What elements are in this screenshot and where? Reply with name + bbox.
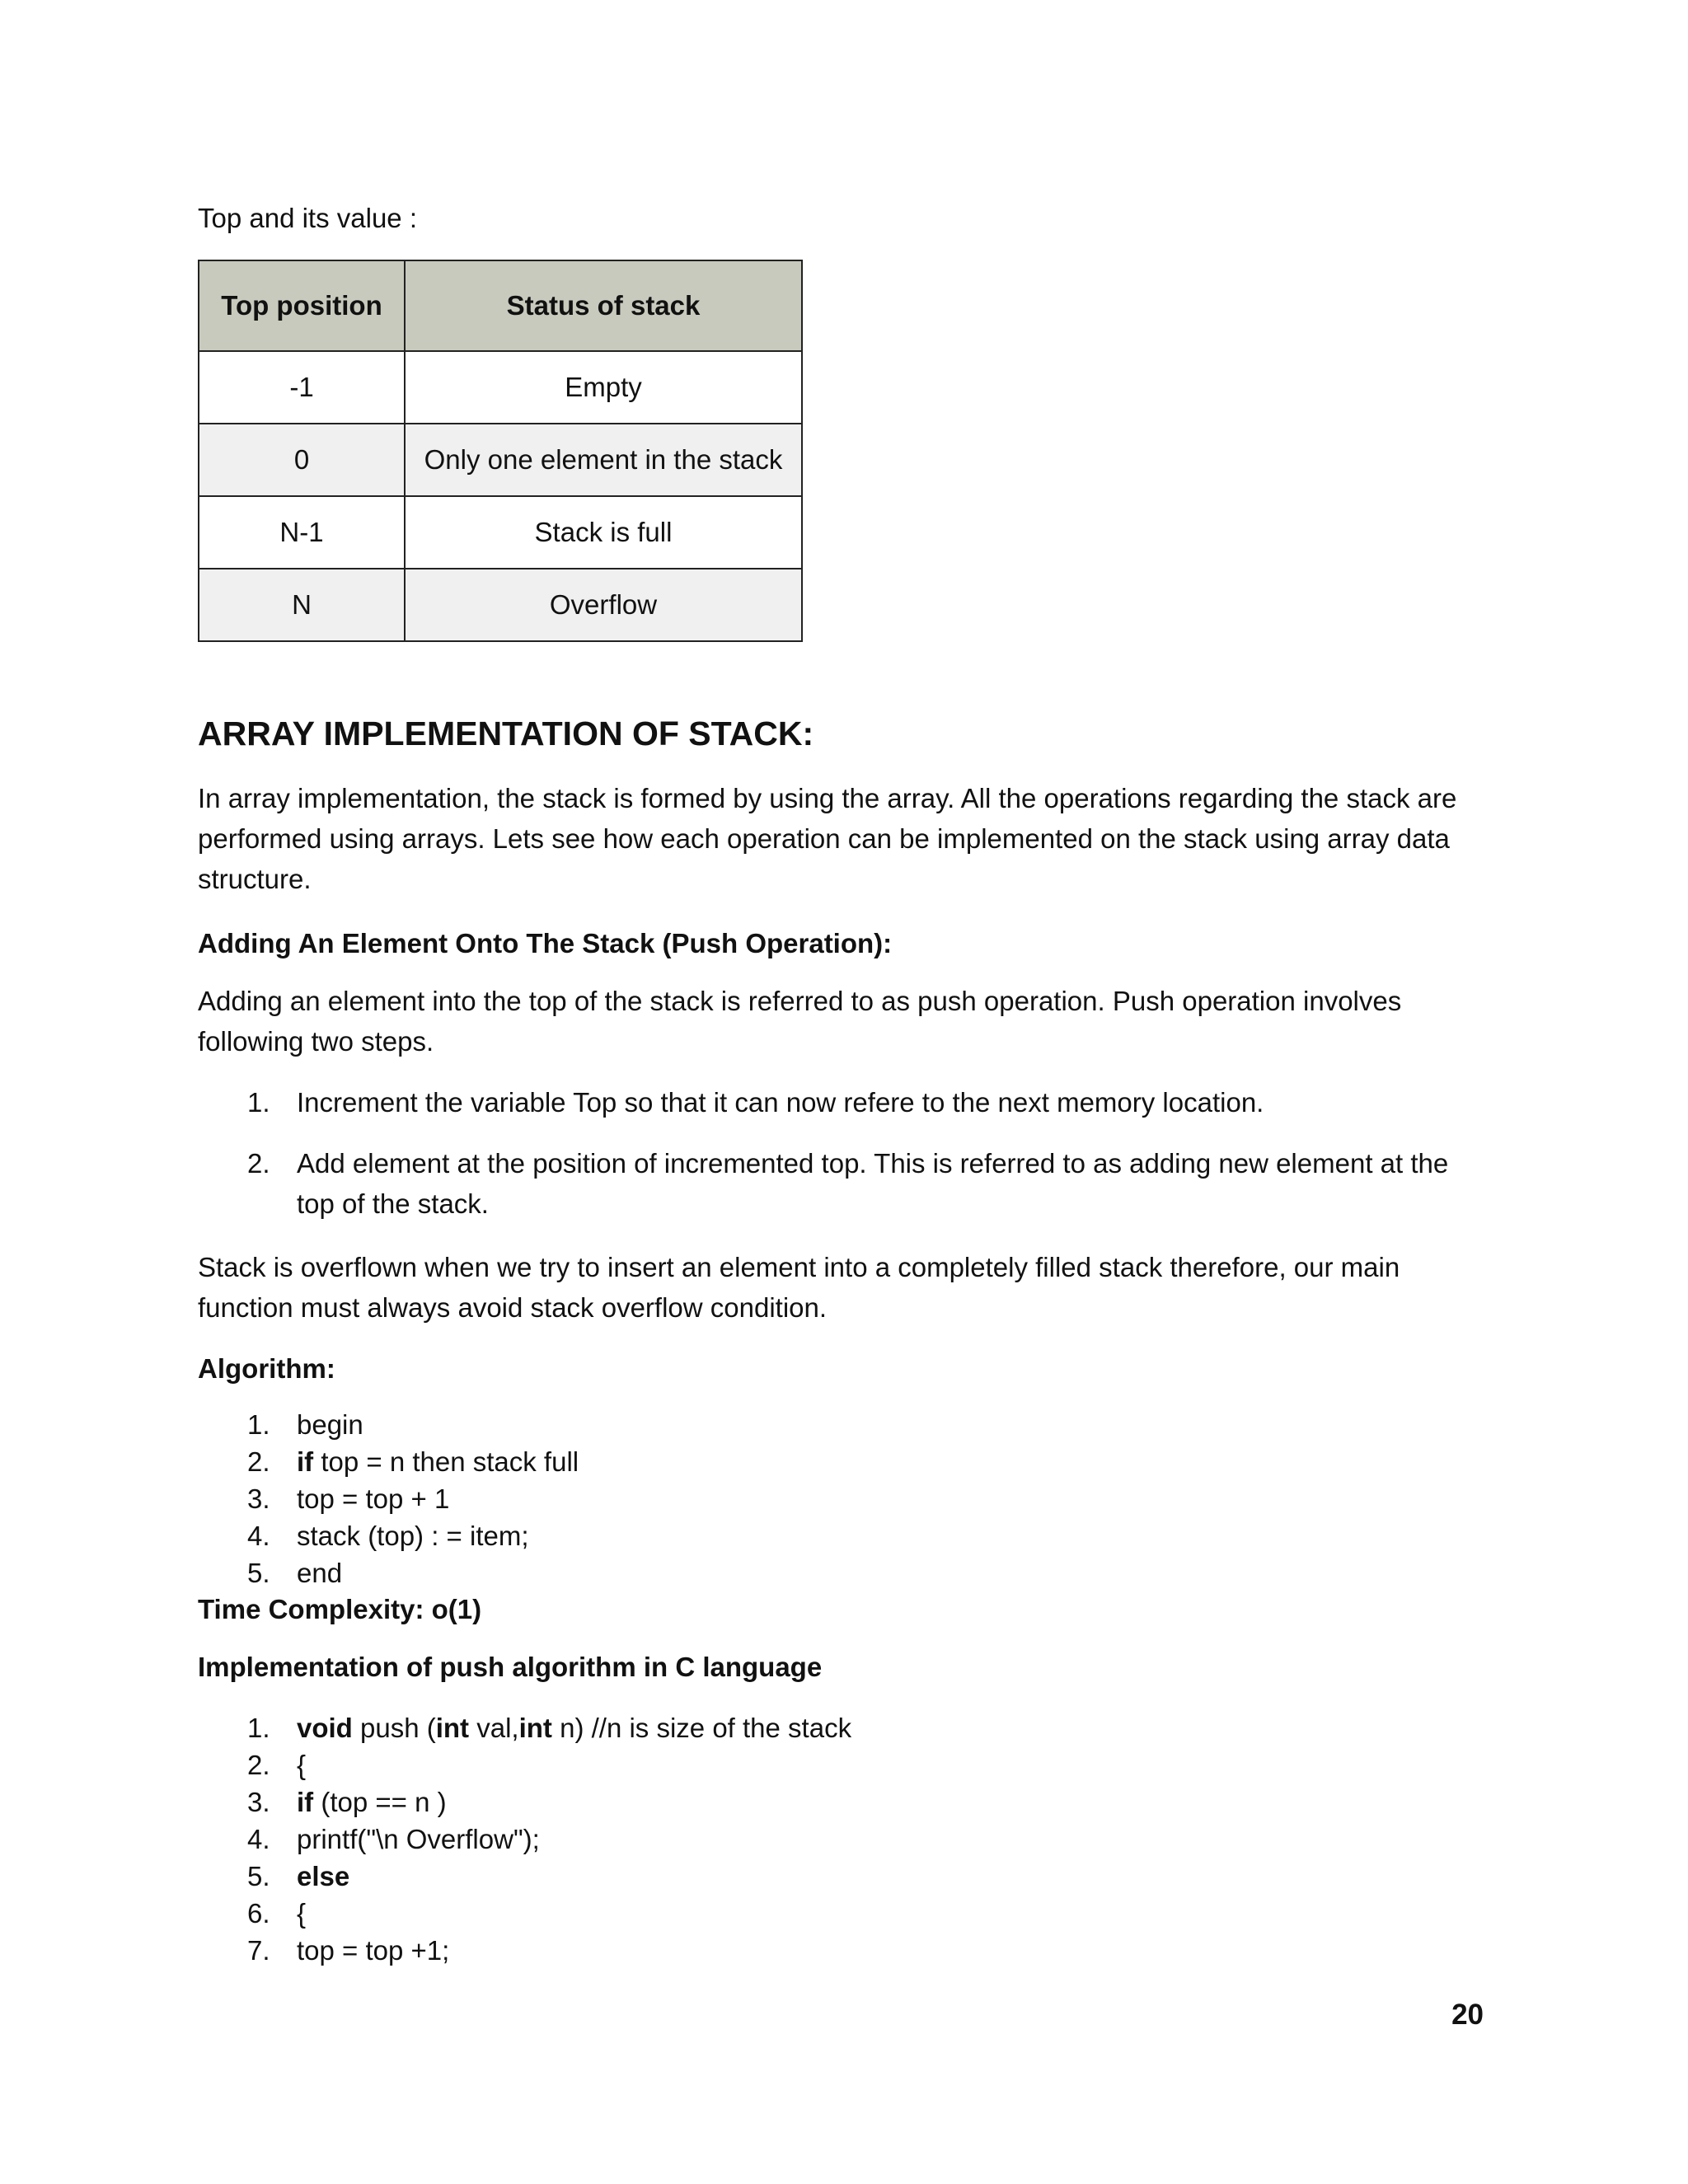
algorithm-line: top = top + 1 (297, 1483, 450, 1514)
keyword: else (297, 1861, 350, 1891)
implementation-code-list (198, 1709, 851, 1969)
table-header-row (199, 260, 802, 351)
table-row (199, 569, 802, 641)
table-row (199, 424, 802, 496)
list-item: 1. begin (247, 1409, 363, 1440)
list-item: 2. { (247, 1750, 307, 1780)
list-item: 2. Add element at the position of incremented top. This is referred to as adding new element at the top of the stack. (247, 1148, 1449, 1219)
paragraph-push-description: Adding an element into the top of the stack is referred to as push operation. Push operation involves following two steps. (198, 986, 1402, 1057)
code-text: val, (469, 1713, 519, 1743)
page-number: 20 (1451, 1999, 1484, 2031)
keyword: int (518, 1713, 552, 1743)
list-item: 4. printf("\n Overflow"); (247, 1824, 540, 1854)
algorithm-line: top = n then stack full (313, 1446, 579, 1477)
code-text: (top == n ) (313, 1787, 447, 1817)
keyword: if (297, 1446, 314, 1477)
push-steps-list (198, 1082, 1484, 1244)
cell-status: Only one element in the stack (405, 424, 802, 496)
code-text: push ( (352, 1713, 436, 1743)
code-text: top = top +1; (297, 1935, 450, 1966)
subheading-push-operation: Adding An Element Onto The Stack (Push Operation): (198, 928, 893, 958)
keyword: void (297, 1713, 353, 1743)
header-status-of-stack: Status of stack (405, 260, 802, 351)
list-item: 4. stack (top) : = item; (247, 1521, 529, 1551)
time-complexity: Time Complexity: o(1) (198, 1594, 482, 1624)
paragraph-array-implementation: In array implementation, the stack is formed by using the array. All the operations regarding the stack are performed using arrays. Lets see how each operation can be implemented on the stack using array data structure. (198, 783, 1457, 894)
document-page (198, 0, 1484, 2184)
subheading-algorithm: Algorithm: (198, 1353, 335, 1384)
cell-status: Overflow (405, 569, 802, 641)
section-heading: ARRAY IMPLEMENTATION OF STACK: (198, 715, 814, 752)
algorithm-line: begin (297, 1409, 363, 1440)
list-item: 5. end (247, 1558, 343, 1588)
top-status-table (198, 260, 803, 642)
algorithm-line: stack (top) : = item; (297, 1521, 529, 1551)
code-text: printf("\n Overflow"); (297, 1824, 540, 1854)
algorithm-list (198, 1406, 579, 1591)
cell-top-position: N (199, 569, 405, 641)
code-text: n) //n is size of the stack (551, 1713, 852, 1743)
cell-top-position: 0 (199, 424, 405, 496)
intro-text: Top and its value : (198, 203, 417, 233)
cell-top-position: -1 (199, 351, 405, 424)
keyword: if (297, 1787, 314, 1817)
list-item: 3. top = top + 1 (247, 1483, 450, 1514)
cell-status: Empty (405, 351, 802, 424)
cell-status: Stack is full (405, 496, 802, 569)
code-text: { (297, 1898, 307, 1929)
list-item: 6. { (247, 1898, 307, 1929)
list-item: 5. else (247, 1861, 350, 1891)
algorithm-line: end (297, 1558, 343, 1588)
list-item: 1. Increment the variable Top so that it can now refere to the next memory location. (247, 1087, 1264, 1118)
list-item: 1. void push (int val,int n) //n is size of the stack (247, 1713, 852, 1743)
header-top-position: Top position (199, 260, 405, 351)
table-row (199, 351, 802, 424)
step-text: Add element at the position of incremented top. This is referred to as adding new element at the top of the stack. (297, 1148, 1449, 1219)
subheading-implementation: Implementation of push algorithm in C language (198, 1652, 823, 1682)
list-item: 7. top = top +1; (247, 1935, 450, 1966)
table-row (199, 496, 802, 569)
step-text: Increment the variable Top so that it can now refere to the next memory location. (297, 1087, 1264, 1118)
code-text: { (297, 1750, 307, 1780)
keyword: int (435, 1713, 470, 1743)
list-item: 3. if (top == n ) (247, 1787, 447, 1817)
paragraph-overflow: Stack is overflown when we try to insert an element into a completely filled stack therefore, our main function must always avoid stack overflow condition. (198, 1252, 1400, 1323)
list-item: 2. if top = n then stack full (247, 1446, 579, 1477)
cell-top-position: N-1 (199, 496, 405, 569)
